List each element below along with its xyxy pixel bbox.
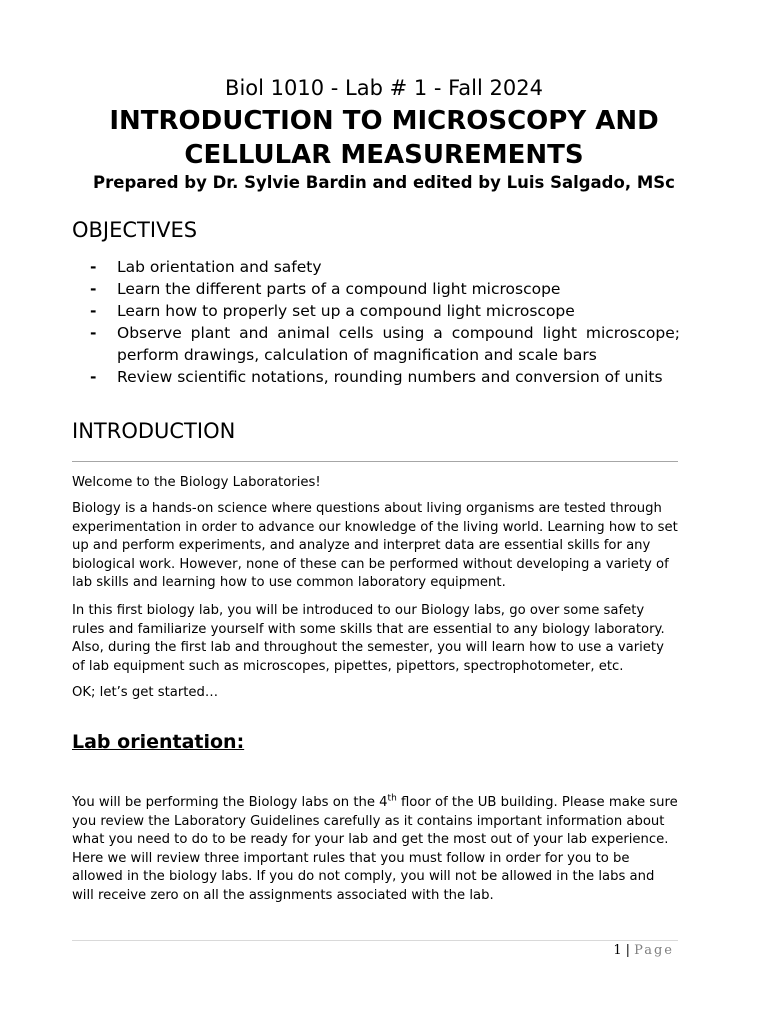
- lab-orientation-paragraph: You will be performing the Biology labs on the 4th floor of the UB building. Please make sure you review the Laboratory Guidelines carefully as it contains important information about what you need to do to be ready for your lab and get the most out of your lab experience. Here we will review three important rules that you must follow in order for you to be allowed in the biology labs. If you do not comply, you will not be allowed in the labs and will receive zero on all the assignments associated with the lab.: [72, 793, 678, 903]
- intro-closing: OK; let’s get started…: [72, 685, 219, 700]
- footer-separator: |: [625, 943, 631, 958]
- bullet-dash: -: [90, 368, 97, 386]
- welcome-text: Welcome to the Biology Laboratories!: [72, 475, 321, 490]
- intro-paragraph-1: Biology is a hands-on science where questions about living organisms are tested through experimentation in order to advance our knowledge of the living world. Learning how to set up and perform experiments, and analyze and interpret data are essential skills for any biological work. However, none of these can be performed without developing a variety of lab skills and learning how to use common laboratory equipment.: [72, 501, 678, 591]
- list-item: - Review scientific notations, rounding numbers and conversion of units: [90, 368, 663, 386]
- page-footer: [613, 941, 674, 961]
- heading-divider: [72, 461, 678, 462]
- introduction-heading: INTRODUCTION: [72, 419, 236, 443]
- objectives-list: [90, 256, 680, 388]
- page-number: 1: [613, 943, 622, 958]
- bullet-dash: -: [90, 280, 97, 298]
- bullet-dash: -: [90, 302, 97, 320]
- list-item: - Learn the different parts of a compound light microscope: [90, 280, 561, 298]
- lab-orientation-heading: Lab orientation:: [72, 731, 245, 753]
- bullet-dash: -: [90, 258, 97, 276]
- list-item: - Observe plant and animal cells using a compound light microscope; perform drawings, calculation of magnification and scale bars: [90, 324, 680, 364]
- title-line-1: INTRODUCTION TO MICROSCOPY AND: [109, 106, 659, 136]
- author-byline: Prepared by Dr. Sylvie Bardin and edited by Luis Salgado, MSc: [93, 173, 675, 192]
- page-label: Page: [634, 943, 674, 958]
- title-line-2: CELLULAR MEASUREMENTS: [184, 140, 584, 170]
- objectives-heading: OBJECTIVES: [72, 218, 198, 242]
- intro-paragraph-2: In this first biology lab, you will be introduced to our Biology labs, go over some safety rules and familiarize yourself with some skills that are essential to any biology laboratory. Also, during the first lab and throughout the semester, you will learn how to use a variety of lab equipment such as microscopes, pipettes, pipettors, spectrophotometer, etc.: [72, 603, 665, 674]
- course-subtitle: Biol 1010 - Lab # 1 - Fall 2024: [225, 76, 543, 100]
- footer-divider: [72, 940, 678, 941]
- list-item: - Learn how to properly set up a compound light microscope: [90, 302, 575, 320]
- document-title: [0, 104, 768, 172]
- bullet-dash: -: [90, 324, 97, 342]
- list-item: - Lab orientation and safety: [90, 258, 322, 276]
